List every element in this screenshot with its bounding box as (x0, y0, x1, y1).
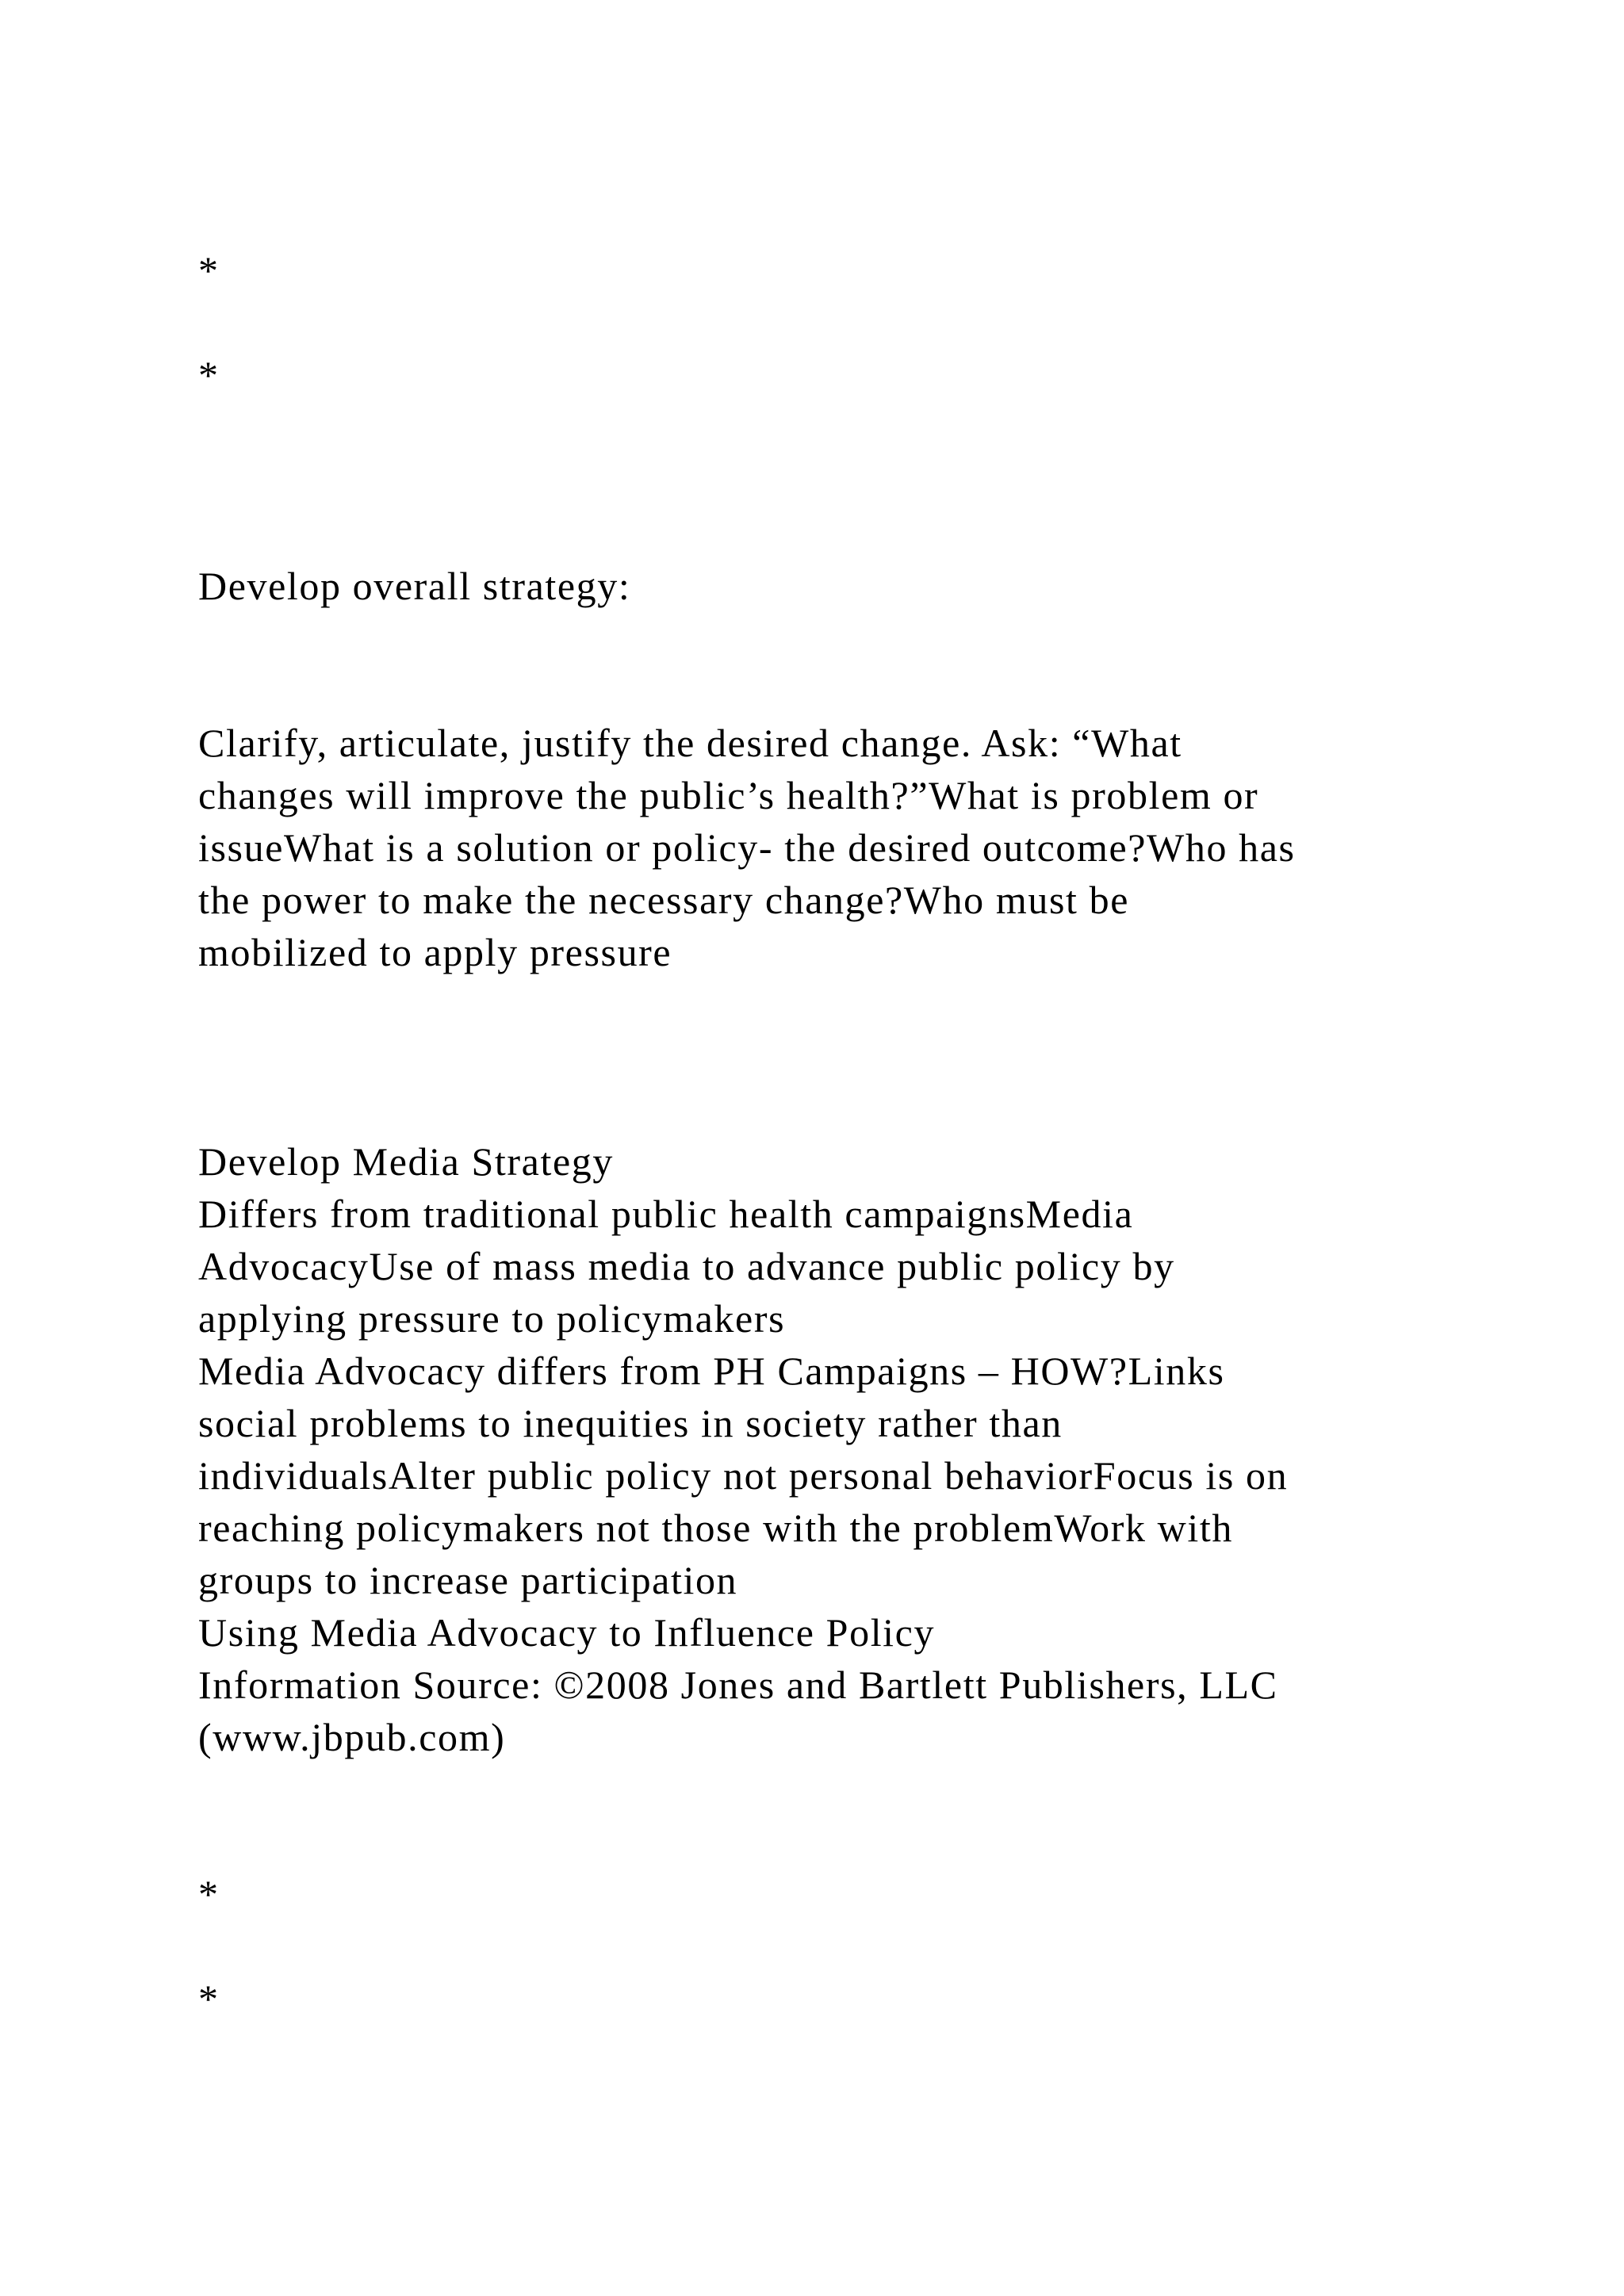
paragraph-line: changes will improve the public’s health?”What is problem or (198, 773, 1259, 817)
paragraph-line: issueWhat is a solution or policy- the desired outcome?Who has (198, 825, 1296, 870)
asterisk-top-2: * (198, 353, 218, 397)
paragraph-line: Differs from traditional public health campaignsMedia (198, 1192, 1134, 1236)
strategy-heading: Develop overall strategy: (198, 564, 631, 608)
paragraph-line: Clarify, articulate, justify the desired change. Ask: “What (198, 721, 1182, 765)
asterisk-bottom-1: * (198, 1872, 218, 1916)
paragraph-line: the power to make the necessary change?Who must be (198, 878, 1130, 922)
paragraph-line: Media Advocacy differs from PH Campaigns – HOW?Links (198, 1349, 1225, 1393)
asterisk-bottom-2: * (198, 1976, 218, 2021)
section-subheading: Using Media Advocacy to Influence Policy (198, 1610, 936, 1655)
source-citation: Information Source: ©2008 Jones and Bartlett Publishers, LLC (198, 1663, 1278, 1707)
paragraph-line: reaching policymakers not those with the problemWork with (198, 1506, 1233, 1550)
paragraph-line: AdvocacyUse of mass media to advance public policy by (198, 1244, 1175, 1288)
paragraph-line: applying pressure to policymakers (198, 1296, 786, 1341)
paragraph-line: individualsAlter public policy not personal behaviorFocus is on (198, 1453, 1289, 1498)
asterisk-top-1: * (198, 248, 218, 293)
source-url: (www.jbpub.com) (198, 1715, 506, 1759)
paragraph-line: groups to increase participation (198, 1558, 738, 1602)
paragraph-line: social problems to inequities in society rather than (198, 1401, 1063, 1445)
paragraph-line: mobilized to apply pressure (198, 930, 672, 974)
section-heading: Develop Media Strategy (198, 1139, 614, 1184)
